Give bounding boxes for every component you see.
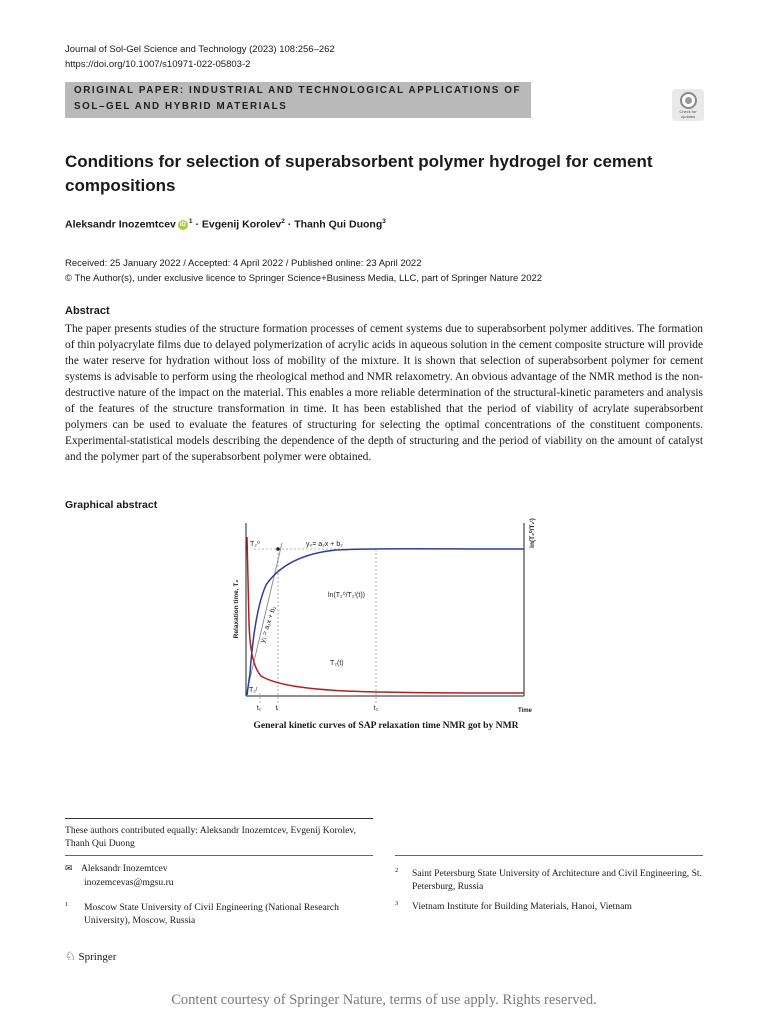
ln-curve-label: ln(T₂⁰/T₂ᵗ(t)) bbox=[328, 592, 365, 599]
author-affil-sup: 2 bbox=[281, 218, 285, 225]
author-name[interactable]: Evgenij Korolev bbox=[201, 218, 282, 231]
affiliation-text: Moscow State University of Civil Engineering (National Research University), Moscow, Russia bbox=[84, 902, 339, 926]
author-separator: · bbox=[195, 218, 199, 231]
crossmark-ring-icon bbox=[680, 92, 697, 109]
affiliation-text: Vietnam Institute for Building Materials, Hanoi, Vietnam bbox=[412, 901, 632, 912]
tick-t2: t₂ bbox=[373, 705, 379, 712]
footnote-divider bbox=[65, 855, 373, 856]
article-history: Received: 25 January 2022 / Accepted: 4 April 2022 / Published online: 23 April 2022 bbox=[65, 258, 422, 269]
abstract-text: The paper presents studies of the structure formation processes of cement systems due to superabsorbent polymer additives. The formation of thin polyacrylate films due to delayed polymerization of acrylic acids in aqueous solution in the cement composite structure will provide the water reserve for hydration without loss of mobility of the mixture. It is shown that selection of superabsorbent polymer for cement systems is advisable to perform using the rheological method and NMR relaxometry. An obvious advantage of the NMR method is the non-destructive nature of the impact on the material. This enables a more reliable determination of the structural-kinetic parameters and analysis of the features of the structure transformation in time. It has been established that the period of viability of acrylate superabsorbent polymers can be used to evaluate the features of structuring for selecting the optimal concentrations of the constituent components. Experimental-statistical models describing the dependence of the depth of structuring and the period of viability on the amount of catalyst and the polymer part of the superabsorbent polymer were obtained. bbox=[65, 323, 703, 463]
t2-curve-label: T₂(t) bbox=[330, 660, 344, 667]
author-affil-sup: 1 bbox=[188, 218, 193, 225]
graphical-abstract-caption: General kinetic curves of SAP relaxation time NMR got by NMR bbox=[253, 720, 519, 731]
crossmark-icon[interactable] bbox=[672, 89, 704, 121]
corresponding-author bbox=[65, 862, 365, 889]
y-right-label: ln(T₂⁰/T₂ᵗ) bbox=[529, 518, 536, 548]
tangent-line bbox=[247, 543, 282, 691]
courtesy-notice: Content courtesy of Springer Nature, terms of use apply. Rights reserved. bbox=[171, 992, 597, 1008]
author-name[interactable]: Aleksandr Inozemtcev bbox=[65, 218, 176, 231]
corresponding-email[interactable]: inozemcevas@mgsu.ru bbox=[84, 877, 174, 888]
author-list bbox=[65, 218, 386, 231]
copyright-line: © The Author(s), under exclusive licence to Springer Science+Business Media, LLC, part of Springer Nature 2022 bbox=[65, 273, 543, 284]
t2-relaxation-curve bbox=[247, 537, 524, 693]
article-type-banner bbox=[65, 82, 531, 118]
graphical-abstract-heading: Graphical abstract bbox=[65, 499, 158, 511]
footnote-divider bbox=[395, 855, 703, 856]
intersection-point bbox=[276, 547, 280, 551]
equal-contribution-note: These authors contributed equally: Aleksandr Inozemtcev, Evgenij Korolev, Thanh Qui Duong bbox=[65, 825, 357, 849]
affiliation-3 bbox=[395, 900, 703, 913]
crossmark-label: Check for updates bbox=[679, 109, 697, 119]
tick-ts: tᵢ bbox=[275, 705, 279, 712]
t2-initial-label: T₂ᵗ bbox=[249, 687, 258, 694]
journal-header bbox=[65, 42, 335, 72]
affiliation-1 bbox=[65, 901, 375, 927]
abstract-heading: Abstract bbox=[65, 305, 110, 317]
paper-title: Conditions for selection of superabsorbent polymer hydrogel for cement compositions bbox=[65, 152, 653, 195]
doi-link[interactable]: https://doi.org/10.1007/s10971-022-05803-2 bbox=[65, 59, 251, 70]
author-affil-sup: 3 bbox=[382, 218, 386, 225]
publisher-name: Springer bbox=[78, 951, 117, 963]
affiliation-sup: 1 bbox=[65, 901, 69, 908]
affiliation-text: Saint Petersburg State University of Architecture and Civil Engineering, St. Petersburg, Russia bbox=[412, 868, 702, 892]
author-name[interactable]: Thanh Qui Duong bbox=[294, 218, 383, 231]
envelope-icon: ✉ bbox=[65, 864, 73, 874]
t2-infinity-label: T₂⁰ bbox=[250, 541, 260, 548]
author-separator: · bbox=[287, 218, 292, 231]
affiliation-2 bbox=[395, 867, 703, 893]
equation-top: y₂= a₂x + b₂ bbox=[306, 541, 343, 548]
corresponding-name: Aleksandr Inozemtcev bbox=[80, 863, 168, 874]
y-left-label: Relaxation time, T₂ bbox=[233, 579, 240, 639]
springer-horse-icon: ♘ bbox=[65, 949, 76, 963]
tick-t1: t₁ bbox=[256, 705, 262, 712]
publisher-logo bbox=[65, 949, 116, 963]
graphical-abstract-figure bbox=[226, 513, 546, 735]
ln-relaxation-curve bbox=[247, 549, 524, 695]
x-axis-label: Time bbox=[518, 708, 532, 714]
footnote-rule bbox=[65, 818, 373, 819]
affiliation-sup: 3 bbox=[395, 900, 399, 907]
orcid-icon[interactable]: iD bbox=[179, 221, 186, 228]
article-type-text: ORIGINAL PAPER: INDUSTRIAL AND TECHNOLOGICAL APPLICATIONS OF SOL–GEL AND HYBRID MATERIALS bbox=[74, 85, 522, 112]
equation-slope: y₁ = a₁x + b₁ bbox=[259, 605, 278, 644]
journal-citation: Journal of Sol-Gel Science and Technology (2023) 108:256–262 bbox=[65, 44, 335, 55]
article-dates bbox=[65, 256, 542, 286]
affiliation-sup: 2 bbox=[395, 867, 399, 874]
